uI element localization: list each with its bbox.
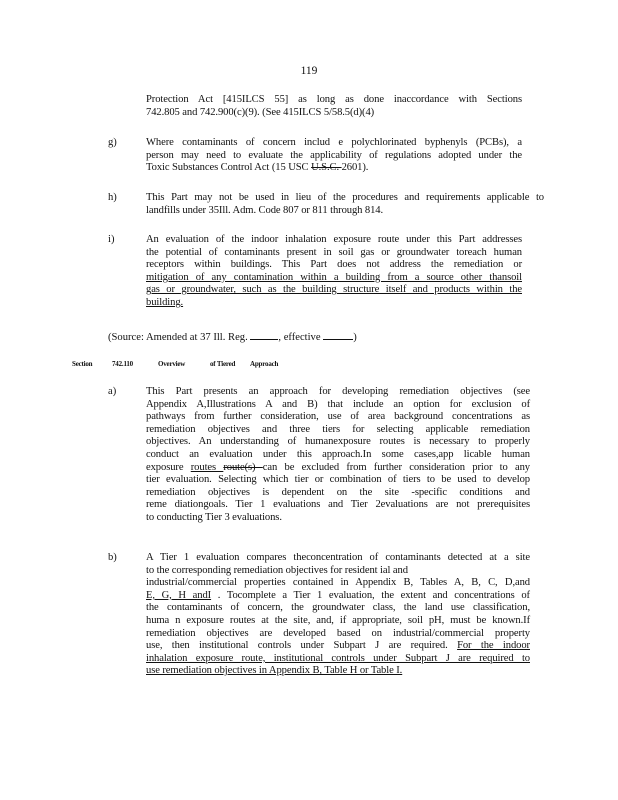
section-title-word: Approach xyxy=(250,360,279,368)
item-g-marker: g) xyxy=(108,137,117,148)
item-b-line xyxy=(146,640,530,653)
effective-date-blank xyxy=(323,330,353,340)
item-b-text: . Tocomplete a Tier 1 evaluation, the extent and concentrations of xyxy=(211,589,530,601)
item-g-line xyxy=(146,162,522,175)
item-i-underlined-line: building. xyxy=(146,296,184,308)
intro-line: Protection Act [415ILCS 55] as long as done inaccordance with Sections xyxy=(146,94,522,105)
item-h-line: This Part may not be used in lieu of the procedures and requirements applicable to xyxy=(146,192,544,203)
item-a-text: exposure xyxy=(146,461,191,473)
intro-paragraph xyxy=(146,94,522,119)
register-page-blank xyxy=(250,330,278,340)
page-number: 119 xyxy=(300,65,318,77)
item-b-underlined-text: For the indoor xyxy=(457,640,530,652)
section-title-word: Overview xyxy=(158,360,186,368)
item-a-line: remediation objectives and three tiers for selecting applicable remediation xyxy=(146,423,530,435)
item-b-underlined-text: E, G, H andI xyxy=(146,589,212,601)
item-i-marker: i) xyxy=(108,234,115,245)
item-a-paragraph xyxy=(146,386,530,525)
item-b-line: A Tier 1 evaluation compares theconcentration of contaminants detected at a site xyxy=(146,552,530,563)
section-number: 742.110 xyxy=(112,360,133,368)
item-g-text: Toxic Substances Control Act (15 USC xyxy=(146,162,312,174)
source-text: , effective xyxy=(278,332,324,343)
item-b-marker: b) xyxy=(108,552,117,563)
item-h-line: landfills under 35Ill. Adm. Code 807 or 811 through 814. xyxy=(146,204,384,216)
item-i-line: An evaluation of the indoor inhalation exposure route under this Part addresses xyxy=(146,234,522,245)
item-h-paragraph xyxy=(146,192,544,217)
item-g-text: 2601). xyxy=(341,162,369,174)
item-i-line: the potential of contaminants present in soil gas or groundwater toreach human xyxy=(146,246,522,258)
item-a-line: reme diationgoals. Tier 1 evaluations and Tier 2evaluations are not prerequisites xyxy=(146,499,530,511)
section-label: Section xyxy=(72,360,93,368)
source-note xyxy=(108,330,357,345)
item-a-line: pathways from further consideration, use of area background concentrations as xyxy=(146,411,530,423)
item-a-line: conduct an evaluation under this approach.In some cases,app licable human xyxy=(146,448,530,460)
item-b-paragraph xyxy=(146,552,530,678)
item-b-line: industrial/commercial properties contained in Appendix B, Tables A, B, C, D,and xyxy=(146,577,530,589)
item-b-underlined-line: inhalation exposure route, institutional controls under Subpart J are required to xyxy=(146,652,530,664)
intro-line: 742.805 and 742.900(c)(9). (See 415ILCS 5/58.5(d)(4) xyxy=(146,106,375,118)
section-title-word: of Tiered xyxy=(210,360,236,368)
item-b-text: use, then institutional controls under Subpart J are required. xyxy=(146,640,458,652)
section-heading xyxy=(72,360,278,368)
item-a-line: Appendix A,Illustrations A and B) that include an option for exclusion of xyxy=(146,398,530,410)
item-g-paragraph xyxy=(146,137,522,175)
item-b-line: huma n exposure routes at the site, and, if appropriate, soil pH, must be known.If xyxy=(146,614,530,626)
item-a-line: to conducting Tier 3 evaluations. xyxy=(146,511,282,523)
item-i-line: receptors within buildings. This Part does not address the remediation or xyxy=(146,259,522,271)
item-a-line: objectives. An understanding of humanexposure routes is necessary to properly xyxy=(146,436,530,448)
item-g-line: person may need to evaluate the applicability of regulations adopted under the xyxy=(146,149,522,161)
item-i-underlined-line: mitigation of any contamination within a building from a source other thansoil xyxy=(146,271,522,283)
item-a-text: can be excluded from further consideration prior to any xyxy=(262,461,531,473)
item-i-paragraph xyxy=(146,234,522,310)
item-a-underlined-text: routes xyxy=(190,461,224,473)
item-g-line: Where contaminants of concern includ e polychlorinated byphenyls (PCBs), a xyxy=(146,137,522,148)
item-b-line xyxy=(146,590,530,603)
item-g-struck-text: U.S.C. xyxy=(311,162,342,174)
source-text: (Source: Amended at 37 Ill. Reg. xyxy=(108,332,251,343)
source-text: ) xyxy=(353,332,357,343)
item-a-line: remediation objectives is dependent on the site -specific conditions and xyxy=(146,486,530,498)
item-a-line: tier evaluation. Selecting which tier or combination of tiers to be used to develop xyxy=(146,474,530,486)
item-b-line: to the corresponding remediation objectives for resident ial and xyxy=(146,564,408,576)
item-b-underlined-line: use remediation objectives in Appendix B, Table H or Table I. xyxy=(146,665,403,677)
item-a-struck-text: route(s) xyxy=(223,461,263,473)
item-b-line: remediation objectives are developed based on industrial/commercial property xyxy=(146,627,530,639)
item-h-marker: h) xyxy=(108,192,117,203)
item-a-line: This Part presents an approach for developing remediation objectives (see xyxy=(146,386,530,397)
item-a-marker: a) xyxy=(108,386,117,397)
item-a-line xyxy=(146,462,530,475)
item-i-underlined-line: gas or groundwater, such as the building structure itself and products within the xyxy=(146,284,522,296)
item-b-line: the contaminants of concern, the groundwater class, the land use classification, xyxy=(146,602,530,614)
